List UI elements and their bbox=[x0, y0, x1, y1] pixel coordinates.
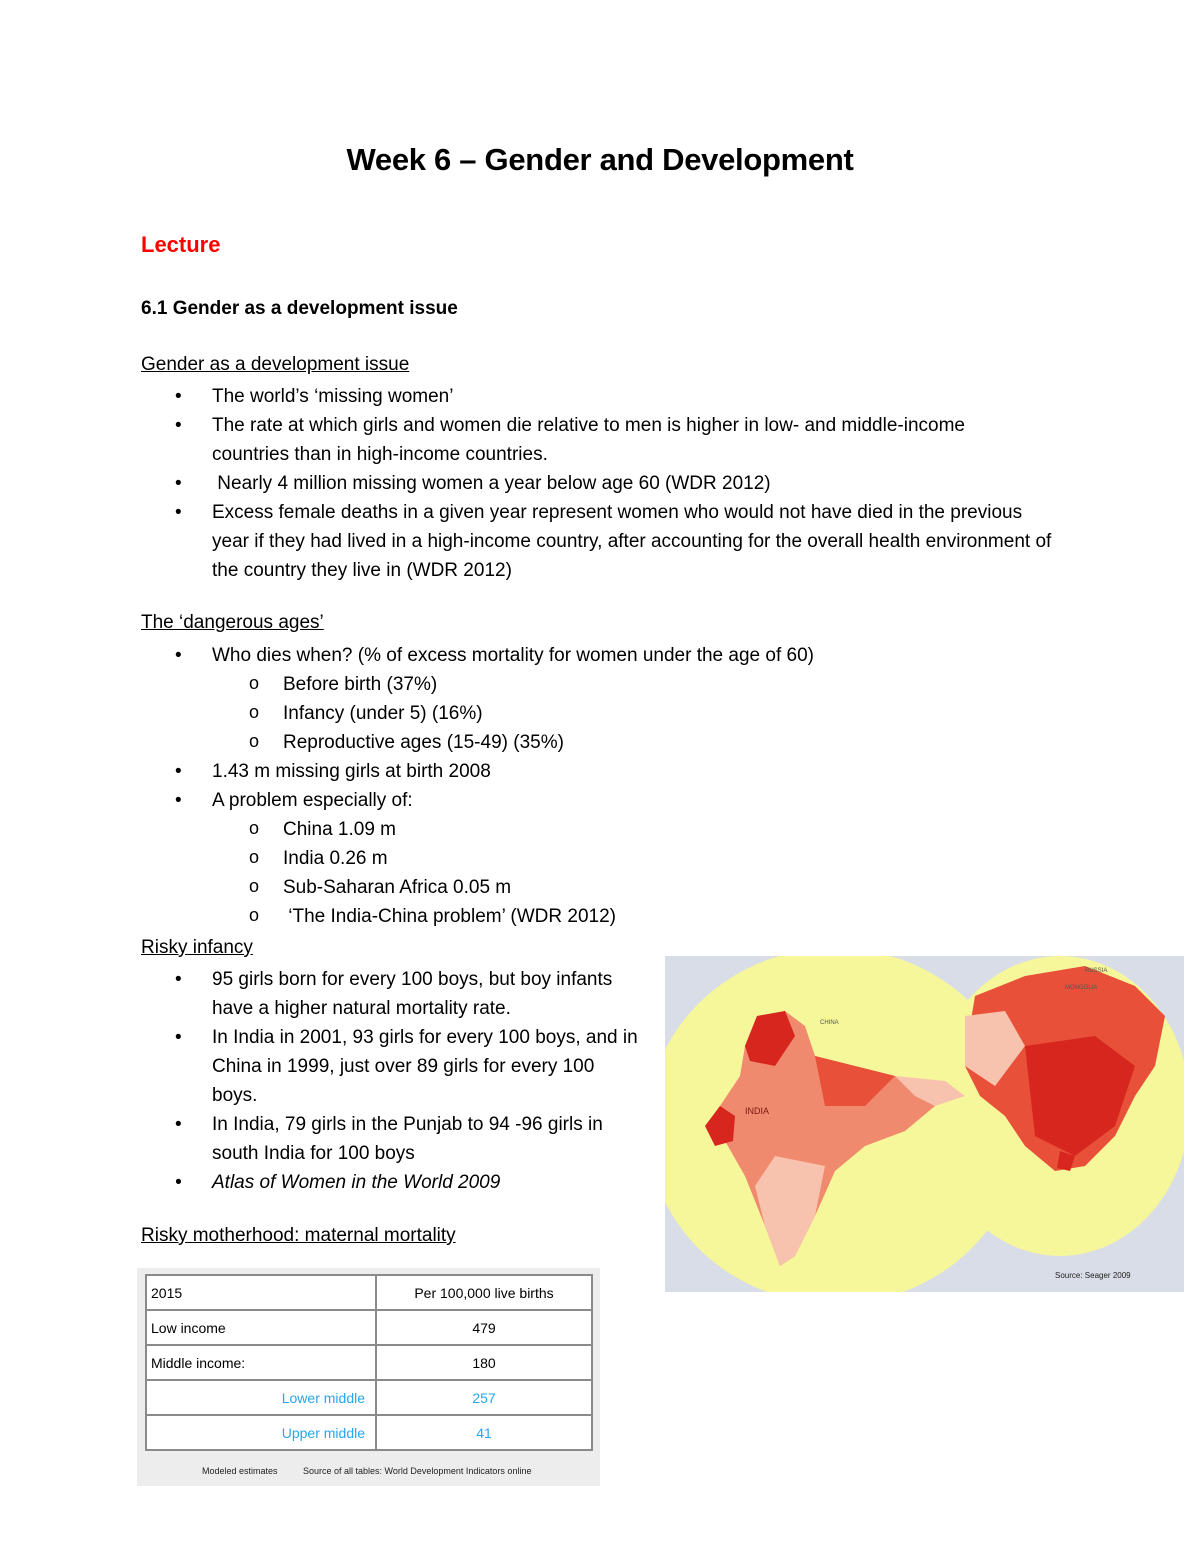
footnote-right: Source of all tables: World Development Indicators online bbox=[303, 1466, 532, 1476]
india-china-sex-ratio-map bbox=[665, 956, 1184, 1292]
table-cell-value: 479 bbox=[376, 1310, 592, 1345]
maternal-mortality-table-image bbox=[137, 1268, 600, 1486]
map-label-russia: RUSSIA bbox=[1085, 968, 1108, 974]
list-item: • In India, 79 girls in the Punjab to 94 -96 girls in south India for 100 boys bbox=[141, 1110, 641, 1168]
table-row bbox=[146, 1310, 592, 1345]
list-item: o India 0.26 m bbox=[212, 844, 1061, 873]
table-cell-label: Low income bbox=[146, 1310, 376, 1345]
map-source: Source: Seager 2009 bbox=[1055, 1271, 1131, 1280]
table-cell-value: 41 bbox=[376, 1415, 592, 1450]
table-row bbox=[146, 1345, 592, 1380]
problem-sublist bbox=[212, 815, 1061, 931]
list-item: o Reproductive ages (15-49) (35%) bbox=[212, 728, 1061, 757]
table-cell-label: Lower middle bbox=[146, 1380, 376, 1415]
map-label-india: INDIA bbox=[745, 1106, 770, 1116]
problem-text: A problem especially of: bbox=[212, 790, 413, 811]
list-item: • 1.43 m missing girls at birth 2008 bbox=[141, 757, 1061, 786]
table-cell-label: Middle income: bbox=[146, 1345, 376, 1380]
table-cell-value: 257 bbox=[376, 1380, 592, 1415]
page-title: Week 6 – Gender and Development bbox=[346, 142, 854, 177]
lecture-label: Lecture bbox=[141, 232, 221, 257]
list-item: • The rate at which girls and women die relative to men is higher in low- and middle-income countries than in high-income countries. bbox=[141, 411, 1061, 469]
subheading-risky-infancy: Risky infancy bbox=[141, 937, 253, 958]
table-row bbox=[146, 1380, 592, 1415]
list-item: o Infancy (under 5) (16%) bbox=[212, 699, 1061, 728]
table-cell-value: 180 bbox=[376, 1345, 592, 1380]
gender-issue-list bbox=[141, 382, 1061, 585]
table-header-row bbox=[146, 1275, 592, 1310]
table-cell-label: Upper middle bbox=[146, 1415, 376, 1450]
list-item: o China 1.09 m bbox=[212, 815, 1061, 844]
risky-infancy-list bbox=[141, 965, 641, 1197]
map-label-china: CHINA bbox=[820, 1020, 839, 1026]
list-item: o Sub-Saharan Africa 0.05 m bbox=[212, 873, 1061, 902]
list-item bbox=[141, 786, 1061, 931]
dangerous-ages-list bbox=[141, 641, 1061, 931]
subheading-gender-issue: Gender as a development issue bbox=[141, 354, 410, 375]
list-item: • 95 girls born for every 100 boys, but boy infants have a higher natural mortality rate. bbox=[141, 965, 641, 1023]
map-label-mongolia: MONGOLIA bbox=[1065, 985, 1098, 991]
maternal-mortality-table bbox=[145, 1274, 593, 1451]
map-graphic bbox=[665, 956, 1184, 1292]
subheading-risky-motherhood: Risky motherhood: maternal mortality bbox=[141, 1225, 456, 1246]
list-item: o ‘The India-China problem’ (WDR 2012) bbox=[212, 902, 1061, 931]
section-heading: 6.1 Gender as a development issue bbox=[141, 298, 458, 319]
list-item: • In India in 2001, 93 girls for every 100 boys, and in China in 1999, just over 89 girls for every 100 boys. bbox=[141, 1023, 641, 1110]
list-item bbox=[141, 641, 1061, 757]
table-header-cell: Per 100,000 live births bbox=[376, 1275, 592, 1310]
who-dies-text: Who dies when? (% of excess mortality for women under the age of 60) bbox=[212, 645, 814, 666]
list-item: • Nearly 4 million missing women a year below age 60 (WDR 2012) bbox=[141, 469, 1061, 498]
list-item: • The world’s ‘missing women’ bbox=[141, 382, 1061, 411]
list-item: • Atlas of Women in the World 2009 bbox=[141, 1168, 641, 1197]
table-header-cell: 2015 bbox=[146, 1275, 376, 1310]
list-item: • Excess female deaths in a given year represent women who would not have died in the previous year if they had lived in a high-income country, after accounting for the overall health environment of the country they live in (WDR 2012) bbox=[141, 498, 1061, 585]
subheading-dangerous-ages: The ‘dangerous ages’ bbox=[141, 612, 324, 633]
footnote-left: Modeled estimates bbox=[202, 1466, 278, 1476]
table-row bbox=[146, 1415, 592, 1450]
list-item: o Before birth (37%) bbox=[212, 670, 1061, 699]
who-dies-sublist bbox=[212, 670, 1061, 757]
